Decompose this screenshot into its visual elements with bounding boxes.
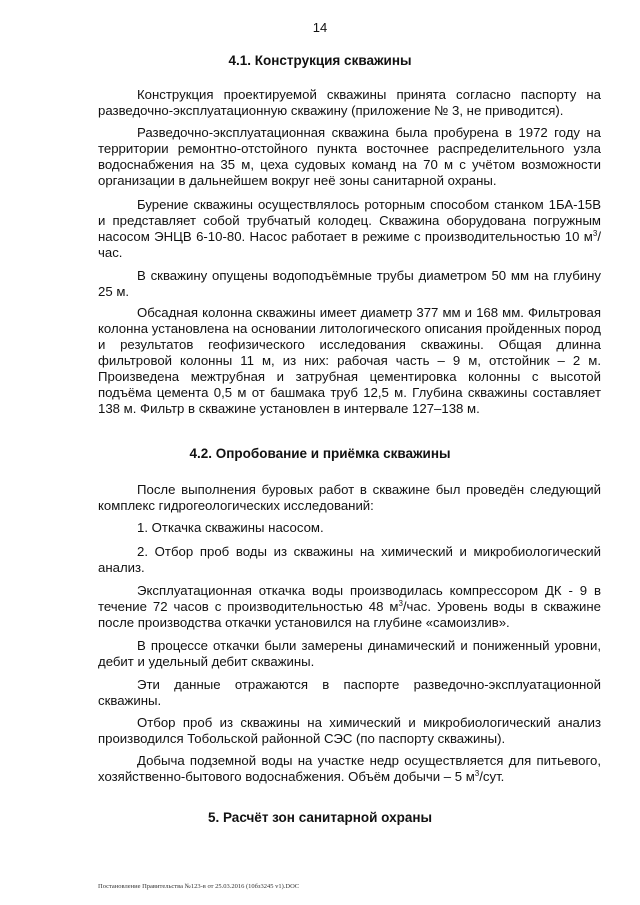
section-4-1-paragraph-4: В скважину опущены водоподъёмные трубы диаметром 50 мм на глубину 25 м. bbox=[98, 268, 601, 299]
section-4-2-paragraph-1: После выполнения буровых работ в скважине был проведён следующий комплекс гидрогеологических исследований: bbox=[98, 482, 601, 513]
section-5-title: 5. Расчёт зон санитарной охраны bbox=[207, 810, 433, 825]
paragraph-text-end: /сут. bbox=[479, 769, 505, 784]
section-4-1-paragraph-2: Разведочно-эксплуатационная скважина была пробурена в 1972 году на территории ремонтно-отстойного пункта восточнее распределительного узла водоснабжения на 35 м, цеха судовых команд на 70 м с учётом возможности организации в дальнейшем вокруг неё зоны санитарной охраны. bbox=[98, 125, 601, 188]
paragraph-text: Добыча подземной воды на участке недр осуществляется для питьевого, хозяйственно-бытового водоснабжения. Объём добычи – 5 м bbox=[98, 753, 601, 784]
section-4-1-paragraph-1: Конструкция проектируемой скважины принята согласно паспорту на разведочно-эксплуатационную скважину (приложение № 3, не приводится). bbox=[98, 87, 601, 118]
superscript: 3 bbox=[592, 229, 598, 238]
paragraph-text: Эксплуатационная откачка воды производилась компрессором ДК - 9 в течение 72 часов с производительностью 48 м bbox=[98, 583, 601, 614]
section-4-2-paragraph-5: Отбор проб из скважины на химический и микробиологический анализ производился Тобольской районной СЭС (по паспорту скважины). bbox=[98, 715, 601, 746]
paragraph-text-end: /час. Уровень воды в скважине после производства откачки установился на глубине «самоизлив». bbox=[98, 599, 601, 630]
superscript: 3 bbox=[474, 769, 480, 778]
superscript: 3 bbox=[398, 599, 403, 608]
section-4-2-paragraph-2 bbox=[98, 583, 601, 631]
footer: Постановление Правительства №123-в от 25.03.2016 (10бз3245 v1).DOC bbox=[98, 883, 300, 890]
section-4-2-paragraph-3: В процессе откачки были замерены динамический и пониженный уровни, дебит и удельный дебит скважины. bbox=[98, 638, 601, 669]
paragraph-text-end: /час. bbox=[98, 229, 601, 260]
list-item-2: 2. Отбор проб воды из скважины на химический и микробиологический анализ. bbox=[98, 544, 601, 575]
page-number: 14 bbox=[312, 20, 328, 35]
section-4-2-paragraph-4: Эти данные отражаются в паспорте разведочно-эксплуатационной скважины. bbox=[98, 677, 601, 708]
section-4-2-paragraph-6 bbox=[98, 753, 601, 785]
section-4-2-title: 4.2. Опробование и приёмка скважины bbox=[189, 446, 451, 461]
list-item-1: 1. Откачка скважины насосом. bbox=[137, 520, 324, 535]
paragraph-text: Бурение скважины осуществлялось роторным способом станком 1БА-15В и представляет собой трубчатый колодец. Скважина оборудована погружным насосом ЭНЦВ 6-10-80. Насос работает в режиме с производительностью 10 м bbox=[98, 197, 601, 244]
section-4-1-title: 4.1. Конструкция скважины bbox=[228, 53, 412, 68]
section-4-1-paragraph-5: Обсадная колонна скважины имеет диаметр 377 мм и 168 мм. Фильтровая колонна установлена на основании литологического описания пройденных пород и результатов геофизического исследования скважины. Общая длинна фильтровой колонны 11 м, из них: рабочая часть – 9 м, отстойник – 2 м. Произведена межтрубная и затрубная цементировка колонны с высотой подъёма цемента 0,5 м от башмака труб 12,5 м. Глубина скважины составляет 138 м. Фильтр в скважине установлен в интервале 127–138 м. bbox=[98, 305, 601, 416]
section-4-1-paragraph-3 bbox=[98, 197, 601, 261]
